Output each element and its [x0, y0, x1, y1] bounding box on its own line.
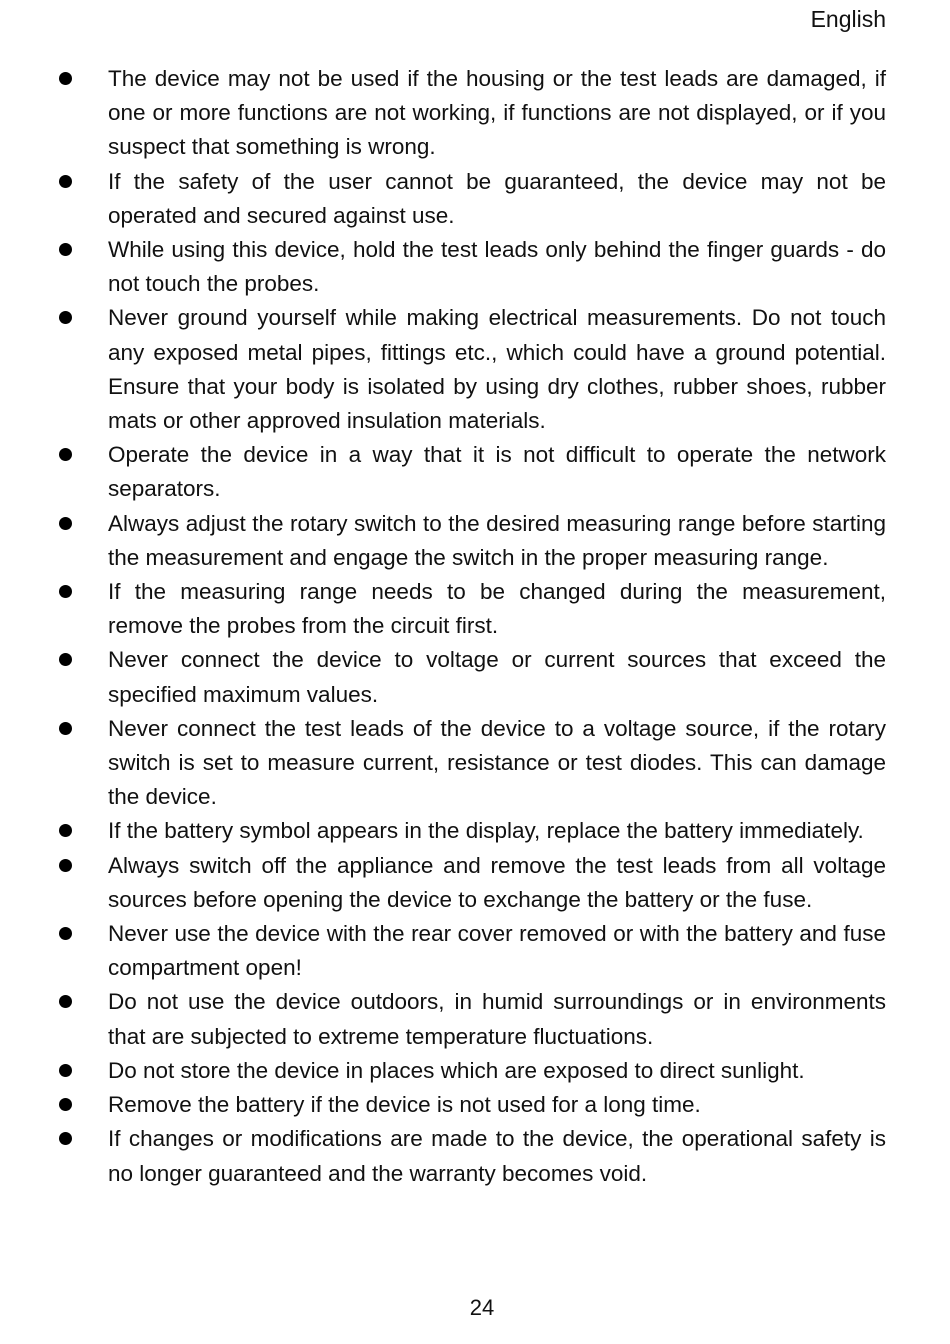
bullet-icon — [59, 243, 72, 256]
list-item-text: If changes or modifications are made to the device, the operational safety is no longer guaranteed and the warranty becomes void. — [108, 1126, 886, 1186]
bullet-icon — [59, 927, 72, 940]
list-item-text: Remove the battery if the device is not used for a long time. — [108, 1092, 701, 1118]
list-item — [108, 643, 886, 711]
list-item — [108, 575, 886, 643]
bullet-icon — [59, 824, 72, 837]
list-item — [108, 985, 886, 1053]
bullet-icon — [59, 517, 72, 530]
list-item — [108, 1054, 886, 1088]
list-item-text: Always switch off the appliance and remove the test leads from all voltage sources before opening the device to exchange the battery or the fuse. — [108, 852, 886, 912]
bullet-icon — [59, 72, 72, 85]
list-item-text: Do not store the device in places which are exposed to direct sunlight. — [108, 1057, 805, 1083]
list-item — [108, 814, 886, 848]
list-item — [108, 438, 886, 506]
bullet-icon — [59, 448, 72, 461]
list-item-text: Operate the device in a way that it is not difficult to operate the network separators. — [108, 442, 886, 502]
bullet-icon — [59, 585, 72, 598]
list-item-text: Always adjust the rotary switch to the desired measuring range before starting the measurement and engage the switch in the proper measuring range. — [108, 510, 886, 570]
list-item-text: Never connect the device to voltage or current sources that exceed the specified maximum values. — [108, 647, 886, 707]
list-item-text: If the measuring range needs to be changed during the measurement, remove the probes from the circuit first. — [108, 579, 886, 639]
bullet-icon — [59, 1132, 72, 1145]
bullet-icon — [59, 1098, 72, 1111]
list-item-text: If the battery symbol appears in the display, replace the battery immediately. — [108, 818, 864, 844]
language-label: English — [810, 6, 886, 32]
page-number: 24 — [469, 1295, 495, 1320]
list-item — [108, 1088, 886, 1122]
list-item — [108, 62, 886, 165]
list-item-text: Do not use the device outdoors, in humid surroundings or in environments that are subjected to extreme temperature fluctuations. — [108, 989, 886, 1049]
list-item — [108, 507, 886, 575]
bullet-icon — [59, 722, 72, 735]
list-item — [108, 301, 886, 438]
bullet-icon — [59, 995, 72, 1008]
list-item — [108, 849, 886, 917]
list-item — [108, 712, 886, 815]
list-item-text: Never ground yourself while making electrical measurements. Do not touch any exposed metal pipes, fittings etc., which could have a ground potential. Ensure that your body is isolated by using dry clothes, rubber shoes, rubber mats or other approved insulation materials. — [108, 305, 886, 434]
list-item-text: The device may not be used if the housing or the test leads are damaged, if one or more functions are not working, if functions are not displayed, or if you suspect that something is wrong. — [108, 66, 886, 160]
bullet-icon — [59, 175, 72, 188]
bullet-icon — [59, 859, 72, 872]
list-item-text: While using this device, hold the test leads only behind the finger guards - do not touch the probes. — [108, 237, 886, 297]
list-item — [108, 1122, 886, 1190]
bullet-icon — [59, 311, 72, 324]
bullet-icon — [59, 653, 72, 666]
bullet-icon — [59, 1064, 72, 1077]
list-item — [108, 233, 886, 301]
list-item — [108, 917, 886, 985]
list-item — [108, 165, 886, 233]
safety-instructions-list — [0, 62, 950, 1191]
list-item-text: If the safety of the user cannot be guaranteed, the device may not be operated and secured against use. — [108, 168, 886, 228]
list-item-text: Never connect the test leads of the device to a voltage source, if the rotary switch is set to measure current, resistance or test diodes. This can damage the device. — [108, 715, 886, 810]
list-item-text: Never use the device with the rear cover removed or with the battery and fuse compartment open! — [108, 921, 886, 981]
